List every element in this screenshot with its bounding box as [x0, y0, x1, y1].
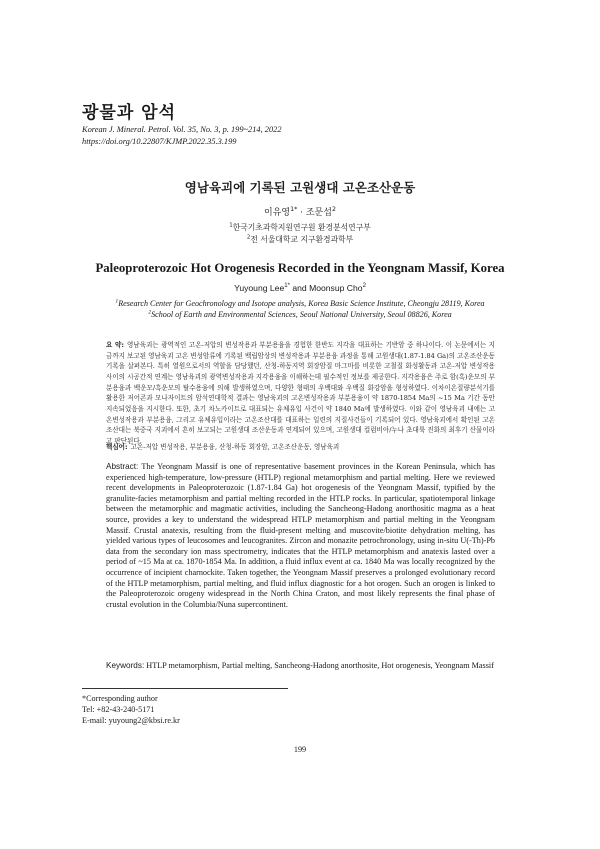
journal-citation-block [82, 124, 282, 148]
footnote-divider [82, 688, 288, 689]
korean-abstract-text: 영남육괴는 광역적인 고온-저압의 변성작용과 부분용융을 경험한 한반도 지각을 대표하는 기반암 중 하나이다. 이 논문에서는 지금까지 보고된 영남육괴 고온 변성암류에 기록된 백립암상의 변성작용과 부분용융 과정을 통해 고원생대(1.87-1.84 Ga)의 고온조산운동 기록을 살펴본다. 특히 열원으로서의 역할을 담당했던, 산청-하동지역 회장암질 마그마를 비롯한 고철질 화성활동과 고온-저압 변성작용 사이의 시공간적 연계는 영남육괴의 광역변성작용과 지각용융을 이해하는데 필수적인 정보를 제공한다. 지각용융은 주로 함(흑)운모의 부분용융과 백운모/흑운모의 탈수용융에 의해 발생하였으며, 다양한 형태의 우백대와 우백질 화강암을 형성하였다. 이차이온질량분석기를 활용한 저어콘과 모나자이트의 암석연대학적 결과는 영남육괴의 고온변성작용과 부분용융이 약 1870-1854 Ma의 ~15 Ma 기간 동안 지속되었음을 지시한다. 또한, 초기 차노카이트로 대표되는 유체유입 사건이 약 1840 Ma에 발생하였다. 이와 같이 영남육괴 내에는 고온변성작용과 부분용융, 그리고 유체유입이라는 고온조산대를 대표하는 일련의 지질사건들이 기록되어 있다. 영남육괴에서 확인된 고온조산대는 북중국 지괴에서 흔히 보고되는 고원생대 조산운동과 연계되어 있으며, 고원생대 컬럼비아/누나 초대륙 진화의 최후기 산물이라고 판단된다. [106, 341, 496, 445]
english-author-2-mark: 2 [362, 283, 366, 290]
english-abstract-label: Abstract: [106, 462, 139, 471]
korean-affiliation-1 [0, 222, 600, 234]
korean-author-1-marks: 1* [290, 206, 298, 213]
english-title: Paleoproterozoic Hot Orogenesis Recorded in the Yeongnam Massif, Korea [95, 261, 505, 275]
korean-authors [0, 205, 600, 218]
korean-title: 영남육괴에 기록된 고원생대 고온조산운동 [184, 180, 416, 195]
page-number: 199 [293, 745, 307, 754]
english-author-1-marks: 1* [284, 283, 290, 290]
english-authors [0, 283, 600, 293]
english-author-1: Yuyoung Lee [234, 283, 285, 293]
english-affiliations [0, 298, 600, 320]
korean-affiliations [0, 222, 600, 246]
journal-citation: Korean J. Mineral. Petrol. Vol. 35, No. 3, p. 199~214, 2022 [82, 125, 282, 134]
affiliation-mark: 1 [115, 298, 119, 305]
affiliation-text: 한국기초과학지원연구원 환경분석연구부 [232, 223, 371, 232]
english-abstract-text: The Yeongnam Massif is one of representative basement provinces in the Korean Peninsula, which has experienced high-temperature, low-pressure (HTLP) regional metamorphism and partial melting. Here we reviewed recent developments in Paleoproterozoic (1.87-1.84 Ga) hot orogenesis of the Yeongnam Massif, typified by the granulite-facies metamorphism and partial melting recorded in the HTLP rocks. In particular, spatiotemporal linkage between the metamorphic and magmatic activities, including the Sancheong-Hadong anorthositic magma as a heat source, provides a key to understand the widespread HTLP metamorphism and partial melting in the Yeongnam Massif. Crustal anatexis, resulting from the fluid-present melting and muscovite/biotite dehydration melting, has yielded various types of leucosomes and leucogranites. Zircon and monazite petrochronology, using in-situ U(-Th)-Pb data from the secondary ion mass spectrometry, indicates that the HTLP metamorphism and anatexis lasted over a period of ~15 Ma at ca. 1870-1854 Ma. In addition, a fluid influx event at ca. 1840 Ma was locally recognized by the occurrence of incipient charnockite. Taken together, the Yeongnam Massif preserves a prolonged evolutionary record of the HTLP metamorphism, partial melting, and fluid influx diagnostic for a hot orogen. Such an orogen is linked to the Paleoproterozoic orogeny widespread in the North China Craton, and most likely represents the final phase of crustal evolution in the Columbia/Nuna supercontinent. [106, 462, 495, 609]
english-abstract [106, 462, 495, 610]
journal-title: 광물과 암석 [82, 103, 177, 123]
author-separator: · [297, 208, 306, 218]
corresponding-author-label: *Corresponding author [82, 694, 158, 703]
korean-author-1: 이유영 [264, 208, 291, 218]
english-keywords [106, 661, 495, 672]
english-affiliation-1 [0, 298, 600, 309]
email-link[interactable]: E-mail: yuyoung2@kbsi.re.kr [82, 716, 180, 725]
affiliation-mark: 2 [246, 234, 251, 241]
english-author-2: Moonsup Cho [309, 283, 363, 293]
korean-keywords-text: 고온-저압 변성작용, 부분용융, 산청-하동 회장암, 고온조산운동, 영남육괴 [130, 443, 340, 451]
korean-abstract-label: 요 약: [106, 341, 124, 349]
korean-author-2: 조문섭 [305, 208, 332, 218]
doi-link[interactable]: https://doi.org/10.22807/KJMP.2022.35.3.199 [82, 137, 237, 146]
affiliation-text: School of Earth and Environmental Sciences, Seoul National University, Seoul 08826, Korea [151, 310, 452, 319]
affiliation-mark: 1 [229, 222, 233, 229]
korean-keywords-label: 핵심어: [106, 443, 128, 451]
english-affiliation-2 [0, 309, 600, 320]
korean-author-2-mark: 2 [331, 206, 336, 213]
affiliation-text: 전 서울대학교 지구환경과학부 [250, 235, 354, 244]
english-keywords-label: Keywords: [106, 661, 145, 670]
affiliation-text: Research Center for Geochronology and Isotope analysis, Korea Basic Science Institute, Cheongju 28119, Korea [118, 299, 485, 308]
english-keywords-text: HTLP metamorphism, Partial melting, Sancheong-Hadong anorthosite, Hot orogenesis, Yeongnam Massif [144, 661, 494, 670]
telephone: Tel: +82-43-240-5171 [82, 705, 155, 714]
korean-keywords [106, 442, 495, 453]
korean-affiliation-2 [0, 234, 600, 246]
korean-abstract [106, 340, 495, 447]
author-conjunction: and [289, 283, 310, 293]
corresponding-author-footnote [82, 693, 180, 726]
affiliation-mark: 2 [148, 309, 152, 316]
